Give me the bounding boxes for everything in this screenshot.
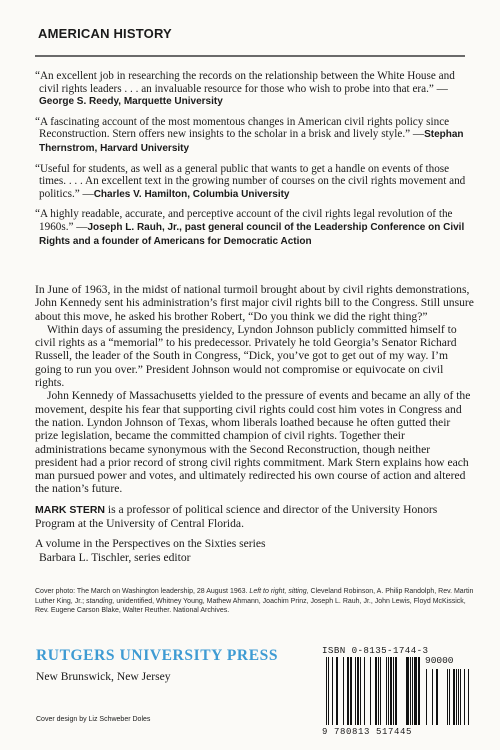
addon-bar bbox=[458, 669, 459, 725]
barcode-bar bbox=[406, 657, 409, 725]
series-editor: Barbara L. Tischler, series editor bbox=[39, 550, 191, 564]
isbn-label: ISBN 0-8135-1744-3 bbox=[322, 645, 429, 656]
barcode-digits: 9 780813 517445 bbox=[322, 727, 413, 737]
price-code: 90000 bbox=[425, 655, 454, 666]
quote-attribution: Charles V. Hamilton, Columbia University bbox=[93, 188, 290, 200]
quote-text: “An excellent job in researching the records on the relationship between the White House and civil rights leaders . . . an invaluable resource for those who wish to probe into that era.” — bbox=[35, 70, 455, 95]
review-quotes bbox=[35, 70, 475, 255]
barcode-bar bbox=[364, 657, 365, 725]
quote-attribution: Joseph L. Rauh, Jr., past general council of the Leadership Conference on Civil Rights and a founder of Americans for Democratic Action bbox=[39, 221, 465, 247]
quote-attribution: Stephan Thernstrom, Harvard University bbox=[39, 129, 464, 154]
barcode-bar bbox=[347, 657, 349, 725]
author-name: MARK STERN bbox=[35, 503, 105, 516]
barcode-bar bbox=[328, 657, 329, 725]
review-quote-1 bbox=[35, 70, 475, 109]
addon-bar bbox=[426, 669, 427, 725]
author-bio bbox=[35, 503, 475, 531]
publisher-location: New Brunswick, New Jersey bbox=[36, 670, 171, 683]
review-quote-4 bbox=[35, 208, 475, 248]
barcode-bar bbox=[395, 657, 397, 725]
quote-text: “A highly readable, accurate, and perceptive account of the civil rights legal revolution of the 1960s.” — bbox=[35, 208, 453, 233]
credit-italic: standing, bbox=[85, 597, 115, 605]
addon-bar bbox=[468, 669, 469, 725]
barcode-bar bbox=[350, 657, 352, 725]
quote-text: “Useful for students, as well as a general public that wants to get a handle on events of those times. . . . An excellent text in the growing number of courses on the civil rights movement and politics.” — bbox=[35, 162, 466, 200]
addon-bar bbox=[436, 669, 438, 725]
photo-credit bbox=[35, 587, 475, 616]
barcode-bar bbox=[343, 657, 344, 725]
barcode-bar bbox=[390, 657, 392, 725]
barcode-bar bbox=[355, 657, 356, 725]
credit-text: unidentified, Whitney Young, Mathew Ahmann, Joachim Prinz, Joseph L. Rauh, Jr., John Lewis, Floyd McKissick, Rev. Eugene Carson Blake, Walter Reuther. National Archives. bbox=[35, 597, 466, 615]
barcode-bar bbox=[378, 657, 379, 725]
barcode-bar bbox=[380, 657, 381, 725]
barcode-bar bbox=[393, 657, 394, 725]
description-paragraph-2: Within days of assuming the presidency, Lyndon Johnson publicly committed himself to civil rights as a “memorial” to his predecessor. Privately he told Georgia’s Senator Richard Russell, the leader of the South in Congress, “Dick, you’ve got to get out of my way. I’m going to run you over.” President Johnson would not compromise or equivocate on civil rights. bbox=[35, 322, 457, 390]
divider-rule bbox=[35, 55, 465, 57]
addon-bar bbox=[464, 669, 465, 725]
barcode-bar bbox=[414, 657, 417, 725]
author-bio-text: is a professor of political science and director of the University Honors Program at the University of Central Florida. bbox=[35, 502, 438, 531]
barcode-bar bbox=[357, 657, 359, 725]
barcode-bar bbox=[375, 657, 377, 725]
barcode-bar bbox=[418, 657, 420, 725]
barcode-bar bbox=[410, 657, 411, 725]
barcode-bar bbox=[388, 657, 389, 725]
barcode bbox=[322, 657, 472, 725]
addon-bar bbox=[432, 669, 433, 725]
barcode-bar bbox=[360, 657, 361, 725]
review-quote-3 bbox=[35, 163, 475, 202]
series-note: A volume in the Perspectives on the Sixties series bbox=[35, 537, 266, 551]
barcode-bar bbox=[386, 657, 387, 725]
barcode-bar bbox=[370, 657, 371, 725]
description-paragraph-1: In June of 1963, in the midst of national turmoil brought about by civil rights demonstrations, John Kennedy sent his administration’s first major civil rights bill to the Congress. Still unsure about this move, he asked his brother Robert, “Do you think we did the right thing?” bbox=[35, 283, 474, 323]
barcode-bar bbox=[326, 657, 327, 725]
barcode-bar bbox=[332, 657, 333, 725]
addon-bar bbox=[453, 669, 455, 725]
credit-text: Cover photo: The March on Washington leadership, 28 August 1963. bbox=[35, 588, 250, 595]
credit-text: Cleveland Robinson, A. Philip Randolph, Rev. Martin Luther King, Jr.; bbox=[35, 588, 474, 605]
category-label: AMERICAN HISTORY bbox=[38, 26, 172, 41]
addon-bar bbox=[447, 669, 448, 725]
quote-attribution: George S. Reedy, Marquette University bbox=[39, 96, 223, 108]
review-quote-2 bbox=[35, 116, 475, 156]
addon-bar bbox=[449, 669, 450, 725]
description-paragraph-3: John Kennedy of Massachusetts yielded to the pressure of events and became an ally of the movement, despite his fear that supporting civil rights could cost him votes in Congress and the nation. Lyndon Johnson of Texas, whom liberals loathed because he often gutted their prize legislation, became the committed champion of civil rights. Together their administrations became synonymous with the Second Reconstruction, though neither president had a prior record of strong civil rights commitment. Mark Stern explains how each man pursued power and votes, and ultimately redirected his own course of action and altered the nation’s future. bbox=[35, 389, 471, 496]
barcode-bar bbox=[412, 657, 413, 725]
credit-italic: Left to right, sitting, bbox=[249, 588, 309, 595]
barcode-graphic bbox=[322, 657, 472, 725]
publisher-name: RUTGERS UNIVERSITY PRESS bbox=[36, 647, 279, 664]
addon-bar bbox=[460, 669, 461, 725]
design-credit: Cover design by Liz Schweber Doles bbox=[36, 716, 151, 723]
quote-text: “A fascinating account of the most momentous changes in American civil rights policy since Reconstruction. Stern offers new insights to the scholar in a brisk and lively style.” — bbox=[35, 115, 450, 141]
addon-bar bbox=[456, 669, 457, 725]
book-description bbox=[35, 283, 475, 564]
barcode-bar bbox=[336, 657, 338, 725]
